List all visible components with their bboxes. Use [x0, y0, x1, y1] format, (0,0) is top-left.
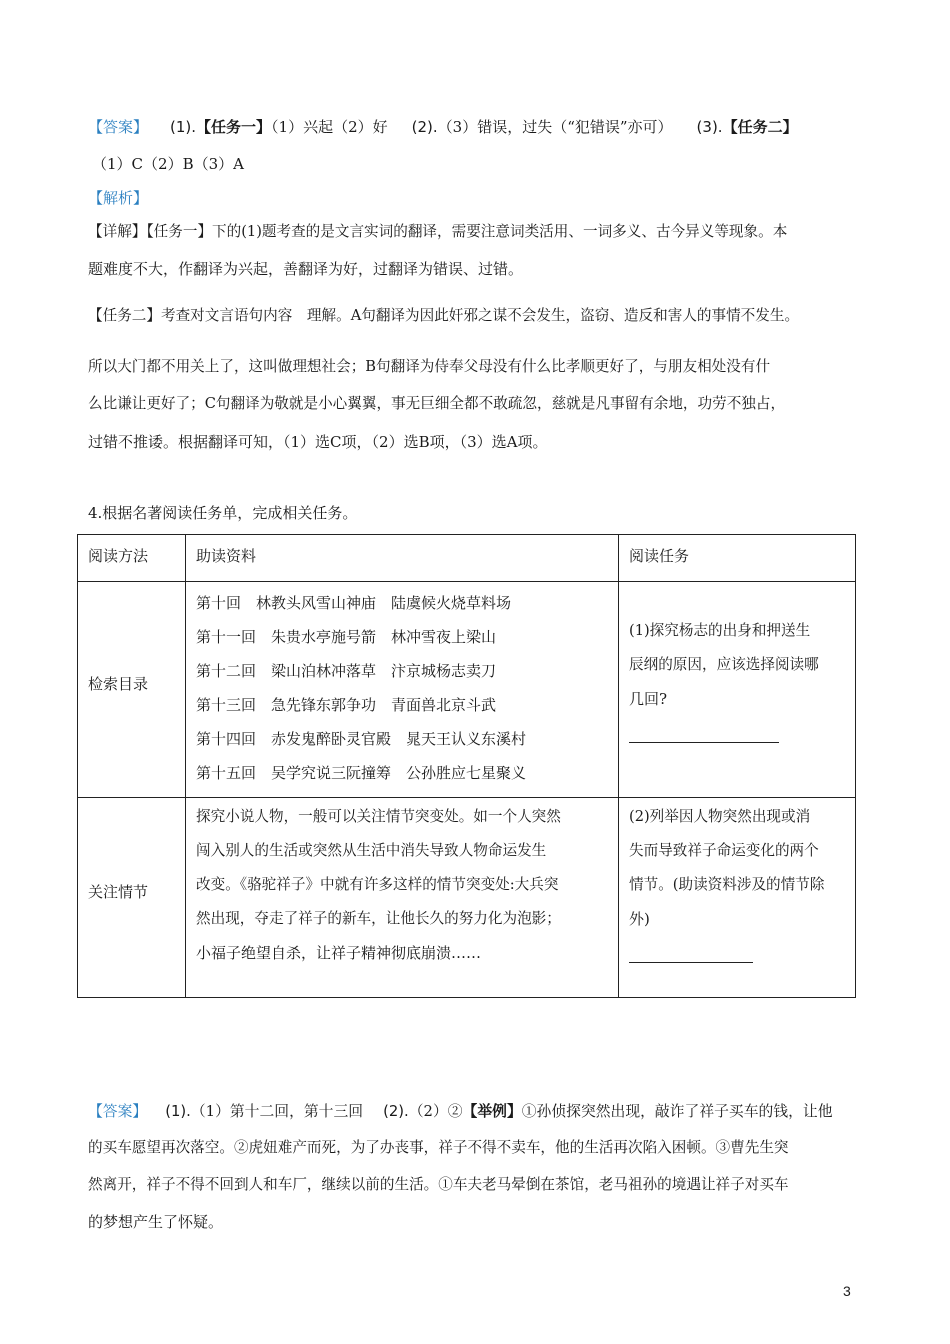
- chapter-item: 第十四回 赤发鬼醉卧灵官殿 晁天王认义东溪村: [196, 730, 527, 748]
- answer2-line-3: 然离开，祥子不得不回到人和车厂，继续以前的生活。①车夫老马晕倒在茶馆，老马祖孙的境遇让祥子对买车: [88, 1176, 789, 1193]
- answer-blank: [629, 946, 753, 963]
- task-line: 情节。(助读资料涉及的情节除: [629, 876, 825, 893]
- chapter-item: 第十三回 急先锋东郭争功 青面兽北京斗武: [196, 696, 497, 714]
- answer-line-2: （1）C（2）B（3）A: [92, 155, 244, 173]
- question-4-title: 4.根据名著阅读任务单，完成相关任务。: [88, 504, 358, 522]
- table-row: [78, 798, 856, 998]
- task-line: (2)列举因人物突然出现或消: [629, 808, 811, 825]
- analysis-para-1-line-2: 题难度不大，作翻译为兴起，善翻译为好，过翻译为错误、过错。: [88, 260, 524, 278]
- answer-blank: [629, 726, 779, 743]
- reading-task-table: [77, 534, 856, 998]
- material-line: 闯入别人的生活或突然从生活中消失导致人物命运发生: [196, 842, 547, 859]
- method-cell: 关注情节: [78, 798, 186, 998]
- chapters-cell: [186, 582, 619, 798]
- analysis-para-3-line-1: 所以大门都不用关上了，这叫做理想社会；B句翻译为侍奉父母没有什么比孝顺更好了，与朋友相处没有什: [88, 358, 771, 375]
- analysis-tag: 【解析】: [88, 189, 149, 207]
- material-line: 探究小说人物，一般可以关注情节突变处。如一个人突然: [196, 808, 561, 825]
- header-cell: 助读资料: [186, 535, 619, 582]
- header-cell: 阅读任务: [619, 535, 856, 582]
- table-row: [78, 582, 856, 798]
- material-line: 然出现，夺走了祥子的新车，让他长久的努力化为泡影；: [196, 910, 561, 927]
- answer2-line-2: 的买车愿望再次落空。②虎妞难产而死，为了办丧事，祥子不得不卖车，他的生活再次陷入困顿。③曹先生突: [88, 1139, 789, 1156]
- task-line: 辰纲的原因，应该选择阅读哪: [629, 656, 819, 673]
- material-cell: [186, 798, 619, 998]
- task-line: 几回?: [629, 690, 668, 708]
- table-header-row: [78, 535, 856, 582]
- task-line: 外): [629, 910, 650, 928]
- material-line: 小福子绝望自杀，让祥子精神彻底崩溃……: [196, 944, 482, 962]
- task-cell: [619, 798, 856, 998]
- answer-line-1: 【答案】 (1).【任务一】（1）兴起（2）好 (2).（3）错误，过失（“犯错误”亦可） (3).【任务二】: [88, 118, 798, 136]
- answer2-line-4: 的梦想产生了怀疑。: [88, 1213, 224, 1231]
- page-number: 3: [843, 1283, 851, 1299]
- answer-tag: 【答案】: [88, 118, 149, 136]
- analysis-para-2-line-1: 【任务二】考查对文言语句内容 理解。A句翻译为因此奸邪之谋不会发生，盗窃、造反和害人的事情不发生。: [88, 307, 800, 324]
- chapter-item: 第十一回 朱贵水亭施号箭 林冲雪夜上梁山: [196, 628, 497, 646]
- analysis-para-3-line-3: 过错不推诿。根据翻译可知，（1）选C项，（2）选B项，（3）选A项。: [88, 433, 548, 451]
- answer-tag: 【答案】: [88, 1103, 148, 1120]
- task-line: (1)探究杨志的出身和押送生: [629, 622, 811, 639]
- method-cell: 检索目录: [78, 582, 186, 798]
- analysis-para-1-line-1: 【详解】【任务一】下的(1)题考查的是文言实词的翻译，需要注意词类活用、一词多义、古今异义等现象。本: [88, 223, 788, 240]
- analysis-para-3-line-2: 么比谦让更好了；C句翻译为敬就是小心翼翼，事无巨细全都不敢疏忽，慈就是凡事留有余地，功劳不独占，: [88, 395, 786, 412]
- task-line: 失而导致祥子命运变化的两个: [629, 842, 819, 859]
- chapter-item: 第十回 林教头风雪山神庙 陆虞候火烧草料场: [196, 594, 512, 612]
- material-line: 改变。《骆驼祥子》中就有许多这样的情节突变处:大兵突: [196, 876, 559, 893]
- task-cell: [619, 582, 856, 798]
- answer2-line-1: 【答案】 (1).（1）第十二回，第十三回 (2).（2）②【举例】①孙侦探突然出现，敲诈了祥子买车的钱，让他: [88, 1103, 833, 1120]
- header-cell: 阅读方法: [78, 535, 186, 582]
- chapter-item: 第十五回 吴学究说三阮撞筹 公孙胜应七星聚义: [196, 764, 527, 782]
- chapter-item: 第十二回 梁山泊林冲落草 汴京城杨志卖刀: [196, 662, 497, 680]
